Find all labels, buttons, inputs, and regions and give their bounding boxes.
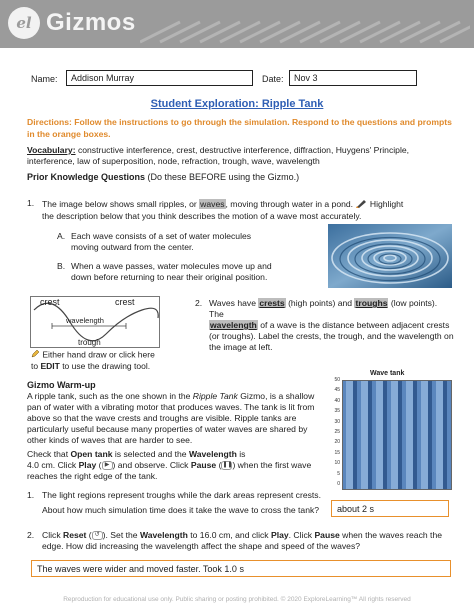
pond-ripples-image — [328, 224, 452, 288]
play-icon[interactable]: ▶ — [102, 461, 113, 470]
directions: Directions: Follow the instructions to go through the simulation. Respond to the questions and prompts in the orange boxes. — [27, 117, 452, 139]
wave-tank-y-tick: 20 — [334, 439, 340, 446]
brand-title: Gizmos — [46, 9, 136, 36]
crest-label-2: crest — [115, 297, 135, 307]
option-b[interactable]: When a wave passes, water molecules move up and down before returning to near their original position. — [71, 261, 272, 282]
wave-tank-y-tick: 45 — [334, 387, 340, 394]
troughs-term: troughs — [355, 298, 388, 308]
warmup-text: A ripple tank, such as the one shown in the Ripple Tank Gizmo, is a shallow pan of water with a vibrating motor that produces waves. The tank is lit from above so that the wave crests and troughs are visible. Ripple tanks are particularly useful because many properties of water waves are shared by other kinds of waves that are harder to see. — [27, 391, 315, 445]
waves-highlight: waves — [200, 198, 225, 209]
wave-crest-band — [383, 380, 387, 490]
wq1-answer-box[interactable]: about 2 s — [331, 500, 449, 517]
pencil-icon — [31, 349, 40, 361]
explorelearning-logo: el — [8, 7, 40, 39]
q2-number: 2. — [195, 298, 203, 308]
page-title: Student Exploration: Ripple Tank — [150, 98, 324, 110]
gizmos-header — [0, 0, 474, 48]
prior-knowledge-heading — [27, 172, 452, 183]
vocabulary-label: Vocabulary: — [27, 145, 76, 155]
wave-tank-y-tick: 50 — [334, 377, 340, 383]
wave-trough-band — [406, 380, 413, 490]
vocabulary — [27, 145, 452, 167]
wq1-subquestion: About how much simulation time does it take the wave to cross the tank? — [42, 505, 320, 515]
drawing-tool-hint[interactable]: Either hand draw or click here to EDIT to use the drawing tool. — [31, 349, 155, 371]
warmup-heading: Gizmo Warm-up — [27, 380, 96, 390]
wq2-text: Click Reset ( ↺ ). Set the Wavelength to 16.0 cm, and click Play. Click Pause when the waves reach the edge. How did increasing the wavelength affect the shape and speed of the waves? — [42, 530, 442, 551]
q1-text: The image below shows small ripples, or waves, moving through water in a pond. Highlight the description below that you think describes the motion of a wave most accurately. — [42, 198, 404, 221]
header-stripes — [140, 20, 470, 44]
wave-trough-band — [346, 380, 353, 490]
wave-crest-band — [413, 380, 417, 490]
option-a-letter: A. — [57, 231, 66, 241]
crests-term: crests — [259, 298, 285, 308]
wave-tank-title: Wave tank — [370, 370, 405, 377]
name-label: Name: — [31, 74, 58, 84]
wq1-number: 1. — [27, 490, 35, 500]
option-a[interactable]: Each wave consists of a set of water molecules moving outward from the center. — [71, 231, 252, 252]
wq1-text: The light regions represent troughs while the dark areas represent crests. — [42, 490, 321, 500]
wave-trough-band — [376, 380, 383, 490]
wave-trough-band — [361, 380, 368, 490]
wave-crest-band — [398, 380, 402, 490]
wave-trough-band — [421, 380, 428, 490]
wave-tank-y-tick: 5 — [337, 470, 340, 477]
wave-crest-band — [428, 380, 432, 490]
wavelength-term: wavelength — [210, 320, 257, 330]
wave-crest-band — [443, 380, 447, 490]
wave-tank-y-tick: 0 — [337, 481, 340, 487]
wq2-answer-box[interactable]: The waves were wider and moved faster. Took 1.0 s — [31, 560, 451, 577]
wave-tank-y-tick: 25 — [334, 429, 340, 435]
reset-icon[interactable]: ↺ — [92, 531, 103, 540]
wave-tank-y-tick: 30 — [334, 418, 340, 425]
wave-trough-band — [391, 380, 398, 490]
wq2-number: 2. — [27, 530, 35, 540]
wave-tank-y-tick: 35 — [334, 408, 340, 415]
highlighter-icon[interactable] — [355, 198, 367, 211]
wave-tank-y-tick: 40 — [334, 397, 340, 404]
wave-tank-y-tick: 10 — [334, 460, 340, 467]
check-instructions: Check that Open tank is selected and the Wavelength is 4.0 cm. Click Play ( ▶ ) and observe. Click Pause (❚❚) when the first wave reaches the right edge of the tank. — [27, 449, 312, 481]
wave-trough-band — [436, 380, 443, 490]
vocabulary-text: constructive interference, crest, destructive interference, diffraction, Huygens' Principle, interference, law of superposition, node, refraction, trough, wave, wavelength — [27, 145, 410, 166]
wave-crest-band — [368, 380, 372, 490]
name-field[interactable]: Addison Murray — [66, 70, 253, 86]
wave-tank-y-tick: 15 — [334, 449, 340, 456]
date-label: Date: — [262, 74, 284, 84]
prior-knowledge-title: Prior Knowledge Questions — [27, 172, 146, 182]
date-field[interactable]: Nov 3 — [289, 70, 417, 86]
option-b-letter: B. — [57, 261, 66, 271]
wavelength-label: wavelength — [66, 316, 104, 325]
copyright-footer: Reproduction for educational use only. Public sharing or posting prohibited. © 2020 ExploreLearning™ All rights reserved — [63, 596, 411, 603]
prior-knowledge-note: (Do these BEFORE using the Gizmo.) — [147, 172, 300, 182]
wave-crest-band — [353, 380, 357, 490]
q2-text: Waves have crests (high points) and troughs (low points). The wavelength of a wave is the distance between adjacent crests (or troughs). Label the crests, the trough, and the wavelength on the image at left. — [209, 298, 454, 352]
pause-icon[interactable]: ❚❚ — [222, 462, 233, 469]
trough-label: trough — [78, 338, 101, 347]
q1-number: 1. — [27, 198, 35, 208]
wave-tank-y-axis — [327, 377, 341, 490]
wave-tank-simulation[interactable] — [342, 380, 452, 490]
crest-label-1: crest — [40, 297, 60, 307]
